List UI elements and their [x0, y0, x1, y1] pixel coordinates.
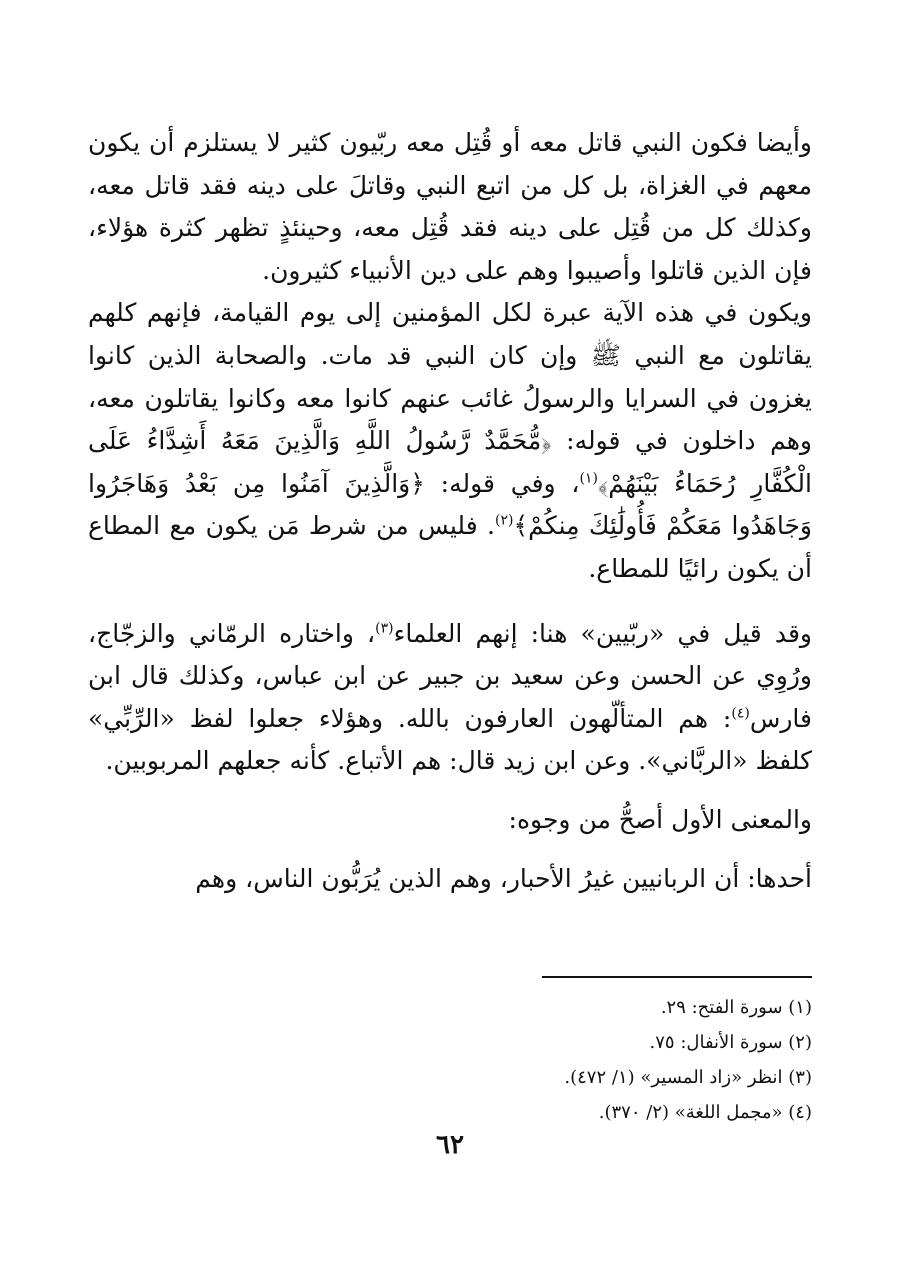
body-text	[88, 122, 812, 900]
text-run: ، وفي قوله: ﴿وَالَّذِينَ آمَنُوا مِن بَعْدُ وَهَاجَرُوا وَجَاهَدُوا مَعَكُمْ فَأُولَٰئِكَ مِنكُمْ﴾	[88, 468, 812, 541]
paragraph	[88, 858, 812, 901]
text-run: ويكون في هذه الآية عبرة لكل المؤمنين إلى يوم القيامة، فإنهم كلهم يقاتلون مع النبي ﷺ وإن كان النبي قد مات. والصحابة الذين كانوا يغزون في السرايا والرسولُ غائب عنهم كانوا معه وكانوا يقاتلون معه، وهم داخلون في قوله: ﴿مُّحَمَّدٌ رَّسُولُ اللَّهِ وَالَّذِينَ مَعَهُ أَشِدَّاءُ عَلَى الْكُفَّارِ رُحَمَاءُ بَيْنَهُمْ﴾	[88, 298, 812, 498]
footnote-marker[interactable]: (١)	[579, 470, 598, 487]
paragraph	[88, 613, 812, 783]
footnote: (٣) انظر «زاد المسير» (١/ ٤٧٢).	[564, 1067, 812, 1088]
text-run: أحدها: أن الربانيين غيرُ الأحبار، وهم الذين يُرَبُّون الناس، وهم	[195, 863, 812, 893]
page-number: ٦٢	[436, 1130, 464, 1160]
text-run: والمعنى الأول أصحُّ من وجوه:	[508, 804, 812, 834]
paragraph	[88, 799, 812, 842]
footnote-divider	[542, 976, 812, 978]
footnote: (٢) سورة الأنفال: ٧٥.	[649, 1032, 812, 1053]
footnote-marker[interactable]: (٢)	[495, 513, 514, 530]
text-run: وقد قيل في «ربّيين» هنا: إنهم العلماء	[393, 618, 812, 648]
text-run: . فليس من شرط مَن يكون مع المطاع أن يكون رائيًا للمطاع.	[88, 511, 812, 583]
footnote: (١) سورة الفتح: ٢٩.	[660, 997, 812, 1018]
footnote-marker[interactable]: (٣)	[375, 620, 394, 637]
paragraph	[88, 122, 812, 292]
text-run: : هم المتألّهون العارفون بالله. وهؤلاء جعلوا لفظ «الرِّبِّي» كلفظ «الربَّاني». وعن ابن زيد قال: هم الأتباع. كأنه جعلهم المربوبين.	[88, 703, 812, 776]
paragraph	[88, 292, 812, 590]
footnotes	[300, 990, 812, 1130]
text-run: وأيضا فكون النبي قاتل معه أو قُتِل معه ربّيون كثير لا يستلزم أن يكون معهم في الغزاة، بل كل من اتبع النبي وقاتلَ على دينه فقد قاتل معه، وكذلك كل من قُتِل على دينه فقد قُتِل معه، وحينئذٍ تظهر كثرة هؤلاء، فإن الذين قاتلوا وأصيبوا وهم على دين الأنبياء كثيرون.	[88, 128, 812, 285]
footnote: (٤) «مجمل اللغة» (٢/ ٣٧٠).	[598, 1102, 812, 1123]
footnote-marker[interactable]: (٤)	[731, 705, 750, 722]
text-run: ، واختاره الرمّاني والزجّاج، ورُوِي عن الحسن وعن سعيد بن جبير عن ابن عباس، وكذلك قال ابن فارس	[88, 618, 812, 733]
